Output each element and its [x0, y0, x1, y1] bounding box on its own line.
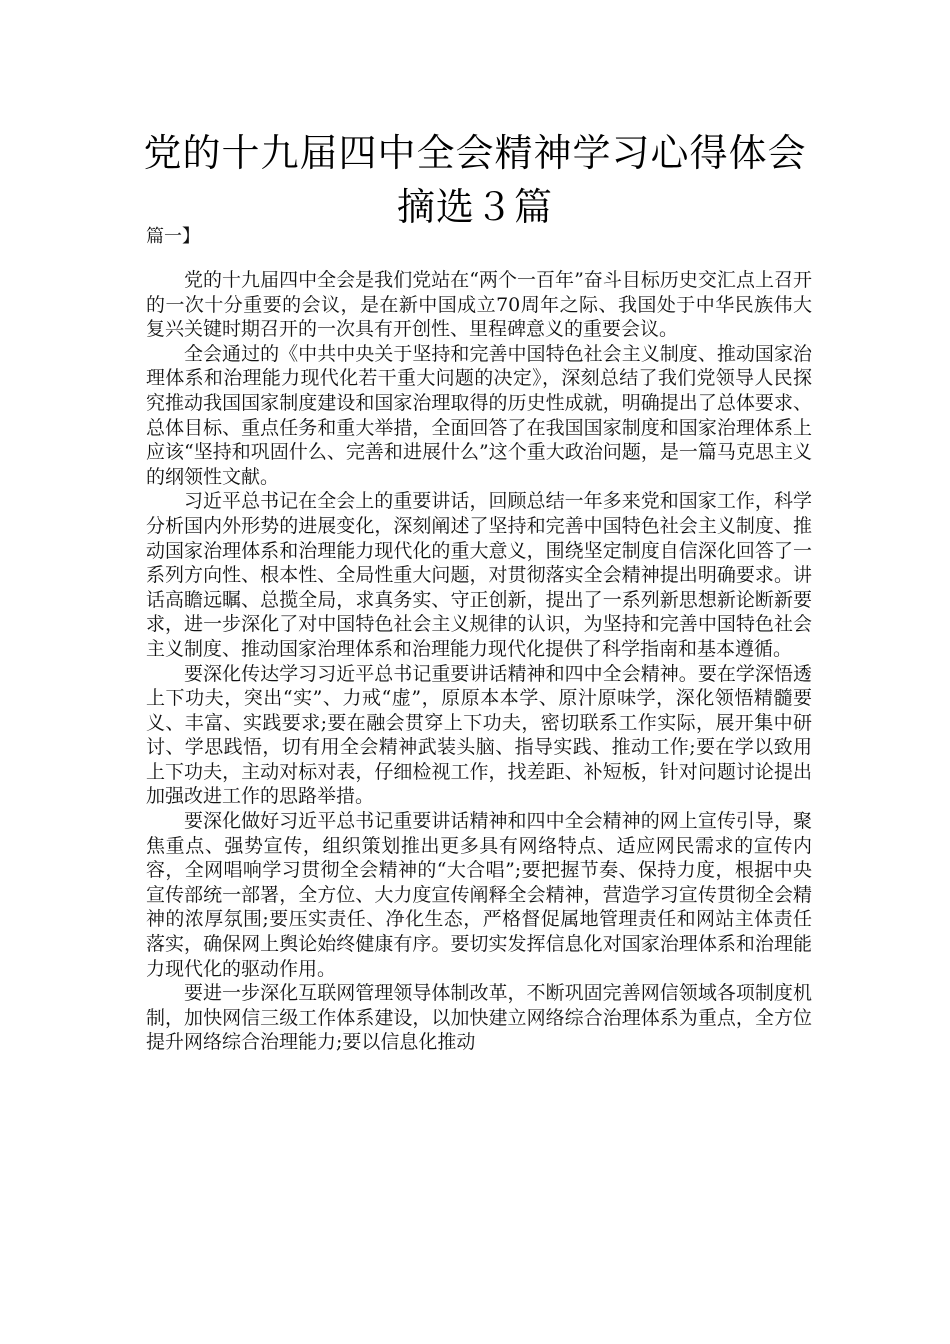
paragraph-2: 全会通过的《中共中央关于坚持和完善中国特色社会主义制度、推动国家治理体系和治理能力现代化若干重大问题的决定》，深刻总结了我们党领导人民探究推动我国国家制度建设和国家治理取得的历史性成就，明确提出了总体要求、总体目标、重点任务和重大举措，全面回答了在我国国家制度和国家治理体系上应该“坚持和巩固什么、完善和进展什么”这个重大政治问题，是一篇马克思主义的纲领性文献。 — [146, 342, 812, 488]
paragraph-3: 习近平总书记在全会上的重要讲话，回顾总结一年多来党和国家工作，科学分析国内外形势的进展变化，深刻阐述了坚持和完善中国特色社会主义制度、推动国家治理体系和治理能力现代化的重大意义，围绕坚定制度自信深化回答了一系列方向性、根本性、全局性重大问题，对贯彻落实全会精神提出明确要求。讲话高瞻远瞩、总揽全局，求真务实、守正创新，提出了一系列新思想新论断新要求，进一步深化了对中国特色社会主义规律的认识，为坚持和完善中国特色社会主义制度、推动国家治理体系和治理能力现代化提供了科学指南和基本遵循。 — [146, 490, 812, 660]
paragraph-1: 党的十九届四中全会是我们党站在“两个一百年”奋斗目标历史交汇点上召开的一次十分重要的会议，是在新中国成立70周年之际、我国处于中华民族伟大复兴关键时期召开的一次具有开创性、里程碑意义的重要会议。 — [146, 269, 812, 341]
title-line-1: 党的十九届四中全会精神学习心得体会 — [143, 131, 807, 175]
paragraph-6: 要进一步深化互联网管理领导体制改革，不断巩固完善网信领域各项制度机制，加快网信三级工作体系建设，以加快建立网络综合治理体系为重点，全方位提升网络综合治理能力;要以信息化推动 — [146, 982, 812, 1054]
paragraph-5: 要深化做好习近平总书记重要讲话精神和四中全会精神的网上宣传引导，聚焦重点、强势宣传，组织策划推出更多具有网络特点、适应网民需求的宣传内容，全网唱响学习贯彻全会精神的“大合唱”;要把握节奏、保持力度，根据中央宣传部统一部署，全方位、大力度宣传阐释全会精神，营造学习宣传贯彻全会精神的浓厚氛围;要压实责任、净化生态，严格督促属地管理责任和网站主体责任落实，确保网上舆论始终健康有序。要切实发挥信息化对国家治理体系和治理能力现代化的驱动作用。 — [146, 810, 812, 980]
document-body — [146, 268, 812, 1055]
paragraph-4: 要深化传达学习习近平总书记重要讲话精神和四中全会精神。要在学深悟透上下功夫，突出“实”、力戒“虚”，原原本本学、原汁原味学，深化领悟精髓要义、丰富、实践要求;要在融会贯穿上下功夫，密切联系工作实际，展开集中研讨、学思践悟，切有用全会精神武装头脑、指导实践、推动工作;要在学以致用上下功夫，主动对标对表，仔细检视工作，找差距、补短板，针对问题讨论提出加强改进工作的思路举措。 — [146, 662, 812, 808]
title-line-2: 摘选３篇 — [396, 185, 553, 229]
section-label: 篇一】 — [146, 226, 200, 247]
document-title — [120, 126, 830, 234]
